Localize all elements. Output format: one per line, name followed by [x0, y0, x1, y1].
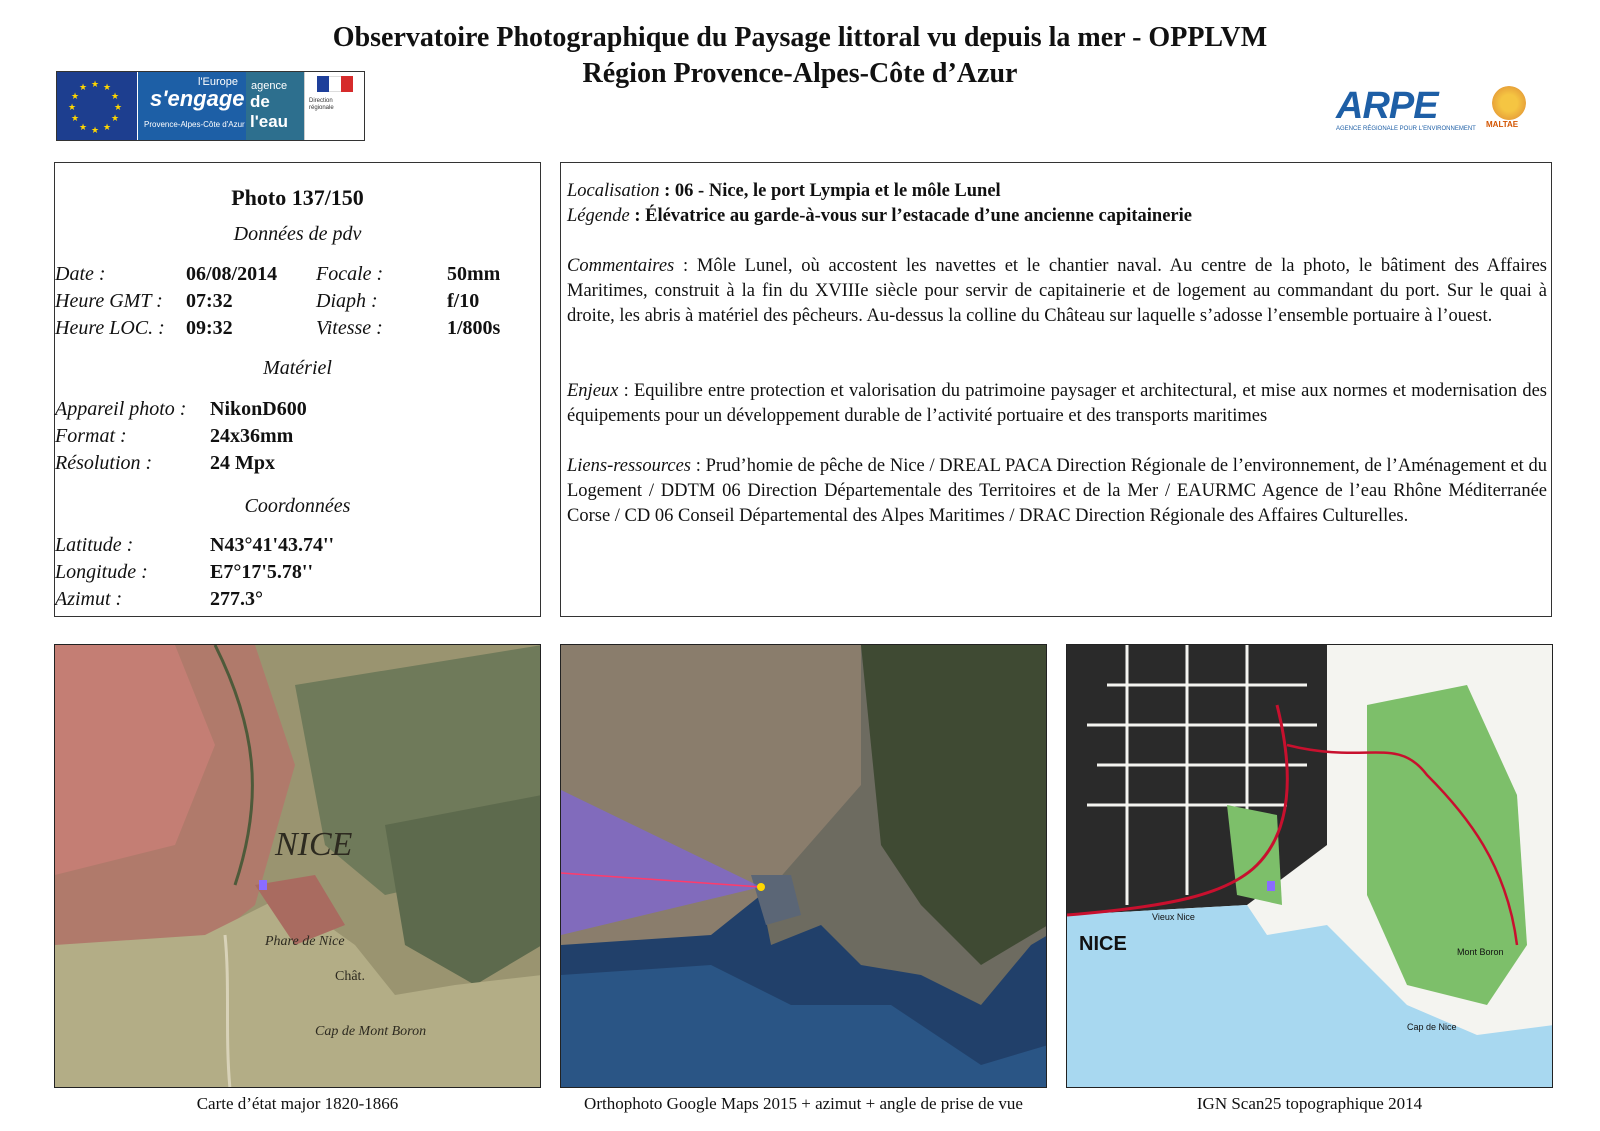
map3-label-boron: Mont Boron	[1457, 947, 1504, 957]
latitude-value: N43°41'43.74''	[210, 534, 335, 556]
page-title: Observatoire Photographique du Paysage littoral vu depuis la mer - OPPLVM	[332, 22, 1268, 53]
section-coordonnees: Coordonnées	[244, 495, 351, 517]
photo-title: Photo 137/150	[231, 185, 364, 210]
map1-label-nice: NICE	[275, 826, 353, 863]
commentaires-label: Commentaires	[567, 256, 675, 276]
europe-engage-logo: l'Europe s'engage Provence-Alpes-Côte d'Azur	[137, 72, 246, 140]
map1-label-chat: Chât.	[335, 969, 365, 984]
map3-label-vieux-nice: Vieux Nice	[1152, 912, 1195, 922]
diaph-value: f/10	[447, 290, 480, 312]
appareil-label: Appareil photo :	[55, 398, 187, 420]
enjeux-paragraph	[567, 379, 1547, 429]
partner-logos	[56, 71, 365, 141]
commentaires-paragraph	[567, 254, 1547, 329]
vitesse-value: 1/800s	[447, 317, 501, 339]
page-subtitle: Région Provence-Alpes-Côte d’Azur	[582, 58, 1018, 89]
map1-label-phare: Phare de Nice	[265, 934, 345, 949]
sun-icon	[1492, 86, 1526, 120]
gmt-label: Heure GMT :	[55, 290, 163, 312]
arpe-logo: ARPE AGENCE RÉGIONALE POUR L'ENVIRONNEMENT	[1336, 85, 1476, 132]
eu-flag-logo: ★ ★ ★ ★ ★ ★ ★ ★ ★ ★ ★ ★	[57, 72, 137, 140]
agence-eau-logo: agence de l'eau	[246, 72, 304, 140]
appareil-value: NikonD600	[210, 398, 307, 420]
azimut-value: 277.3°	[210, 588, 263, 610]
section-materiel: Matériel	[263, 357, 332, 379]
longitude-value: E7°17'5.78''	[210, 561, 314, 583]
republique-francaise-logo: Direction régionale	[304, 72, 364, 140]
orthophoto-map-image	[560, 644, 1047, 1088]
maltae-logo: MALTAE	[1478, 86, 1544, 138]
localisation-label: Localisation	[567, 181, 660, 201]
map3-label-nice: NICE	[1079, 933, 1127, 955]
loc-label: Heure LOC. :	[55, 317, 165, 339]
map1-caption: Carte d’état major 1820-1866	[196, 1094, 399, 1113]
section-pdv: Données de pdv	[233, 223, 362, 245]
gmt-value: 07:32	[186, 290, 233, 312]
legende-value: : Élévatrice au garde-à-vous sur l’estacade d’une ancienne capitainerie	[634, 206, 1192, 226]
map3-caption: IGN Scan25 topographique 2014	[1196, 1094, 1423, 1113]
latitude-label: Latitude :	[55, 534, 134, 556]
historic-map-image	[54, 644, 541, 1088]
focale-label: Focale :	[316, 263, 384, 285]
liens-label: Liens-ressources	[567, 456, 692, 476]
photo-info-panel	[54, 162, 541, 617]
description-panel	[560, 162, 1552, 617]
resolution-value: 24 Mpx	[210, 452, 275, 474]
map3-label-cap: Cap de Nice	[1407, 1022, 1457, 1032]
legende-line	[567, 204, 1547, 229]
ign-topographic-map-image	[1066, 644, 1553, 1088]
map1-label-cap: Cap de Mont Boron	[315, 1024, 427, 1039]
map2-caption: Orthophoto Google Maps 2015 + azimut + angle de prise de vue	[584, 1094, 1023, 1113]
enjeux-label: Enjeux	[567, 381, 619, 401]
date-value: 06/08/2014	[186, 263, 278, 285]
localisation-value: : 06 - Nice, le port Lympia et le môle Lunel	[664, 181, 1001, 201]
liens-text: : Prud’homie de pêche de Nice / DREAL PACA Direction Régionale de l’environnement, de l’Aménagement et du Logement / DDTM 06 Direction Départementale des Territoires et de la Mer / EAURMC Agence de l’eau Rhône Méditerranée Corse / CD 06 Conseil Départemental des Alpes Maritimes / DRAC Direction Régionale des Affaires Culturelles.	[567, 456, 1548, 526]
loc-value: 09:32	[186, 317, 233, 339]
commentaires-text: : Môle Lunel, où accostent les navettes et le chantier naval. Au centre de la photo, le bâtiment des Affaires Maritimes, construit à la fin du XVIIIe siècle pour servir de capitainerie et de logement au commandant du port. Sur le quai à droite, les abris à matériel des pêcheurs. Au-dessus la colline du Château sur laquelle s’adosse l’ensemble portuaire à l’ouest.	[567, 256, 1547, 326]
format-value: 24x36mm	[210, 425, 294, 447]
camera-position-marker	[757, 883, 765, 891]
azimut-label: Azimut :	[55, 588, 123, 610]
format-label: Format :	[55, 425, 127, 447]
resolution-label: Résolution :	[55, 452, 153, 474]
legende-label: Légende	[567, 206, 630, 226]
vitesse-label: Vitesse :	[316, 317, 383, 339]
date-label: Date :	[55, 263, 106, 285]
enjeux-text: : Equilibre entre protection et valorisation du patrimoine paysager et architectural, et mise aux normes et modernisation des équipements pour un développement durable de l’activité portuaire et des transports maritimes	[567, 381, 1547, 426]
liens-paragraph	[567, 454, 1547, 529]
localisation-line	[567, 179, 1547, 204]
longitude-label: Longitude :	[55, 561, 148, 583]
diaph-label: Diaph :	[316, 290, 378, 312]
focale-value: 50mm	[447, 263, 501, 285]
